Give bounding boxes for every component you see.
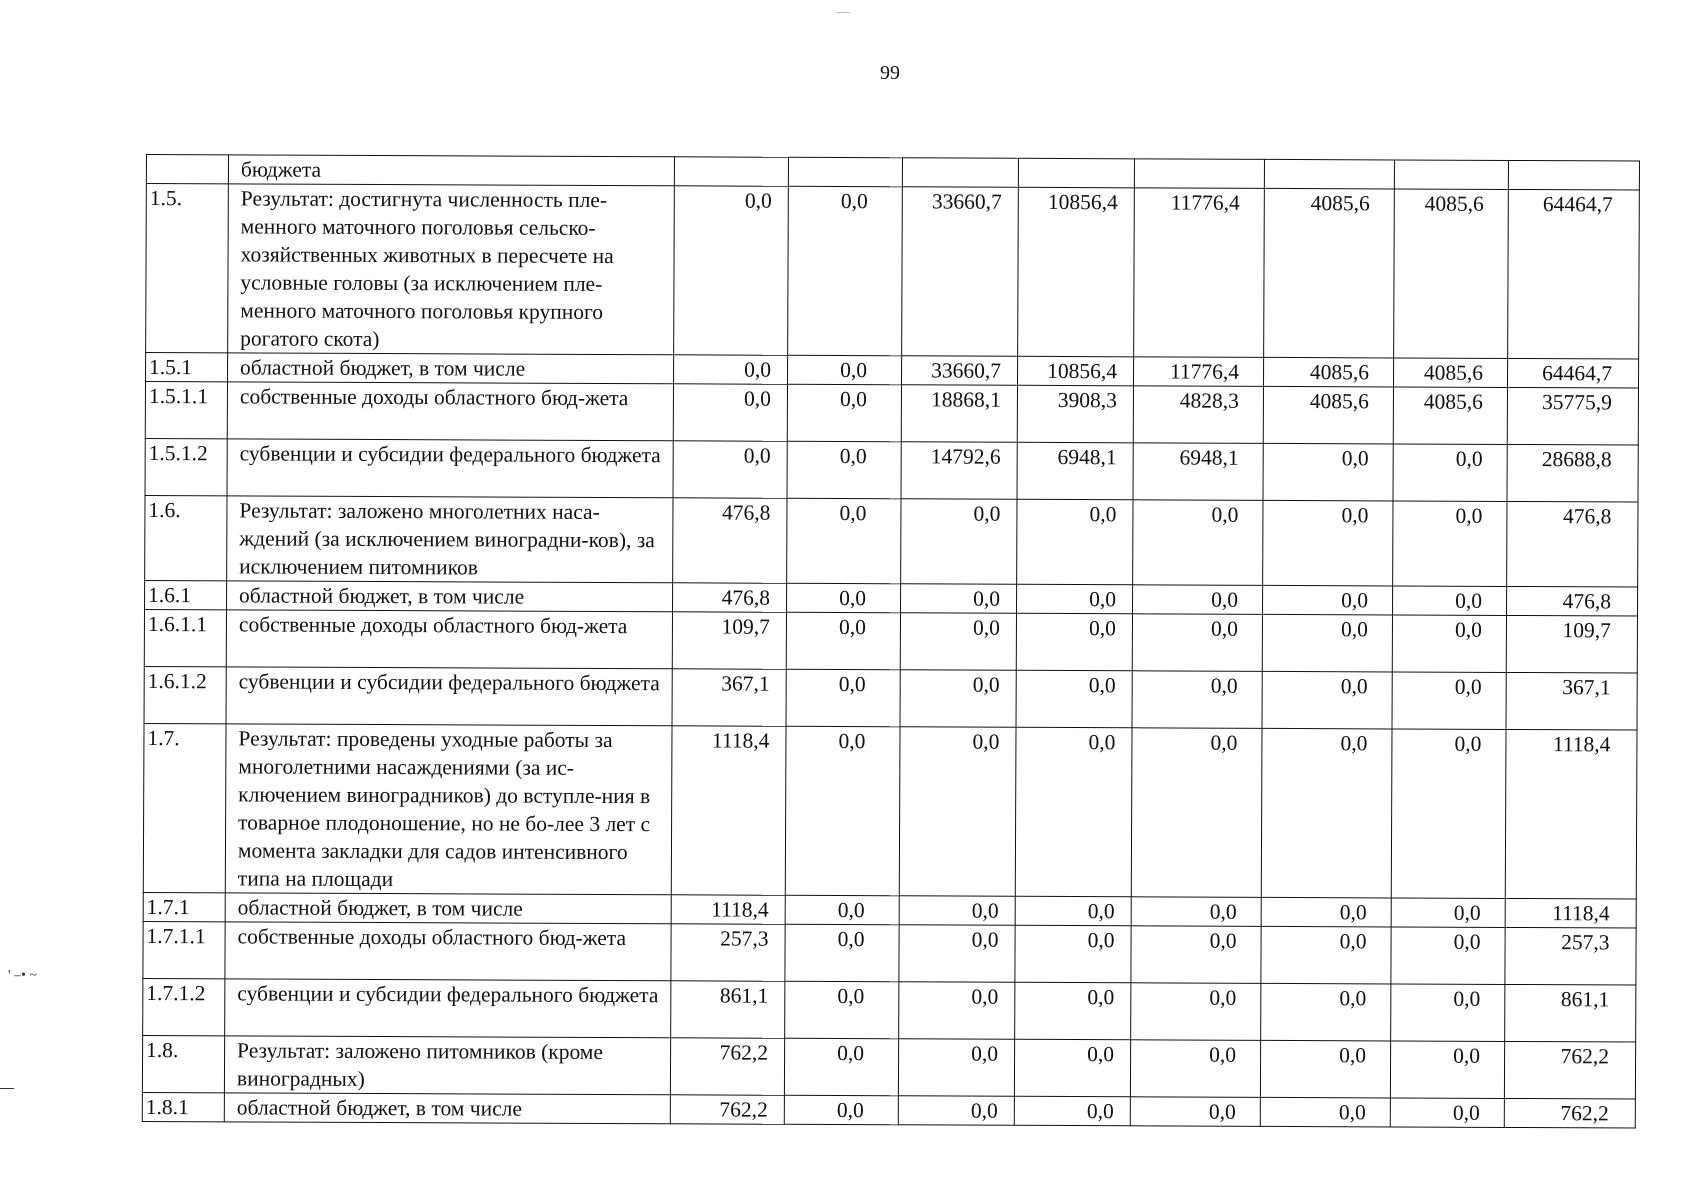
table-row — [142, 1035, 1635, 1099]
value-cell: 0,0 — [1130, 1097, 1260, 1127]
row-description: субвенции и субсидии федерального бюджета — [227, 439, 673, 498]
value-cell: 0,0 — [784, 1038, 898, 1095]
value-cell: 18868,1 — [901, 385, 1017, 443]
value-cell: 0,0 — [1263, 500, 1393, 586]
value-cell: 762,2 — [1504, 1041, 1635, 1099]
page-number: 99 — [880, 62, 900, 84]
value-cell: 0,0 — [1015, 727, 1132, 897]
value-cell: 0,0 — [1261, 897, 1391, 927]
value-cell: 0,0 — [1391, 729, 1506, 898]
row-description: Результат: проведены уходные работы за многолетними насаждениями (за ис-ключением виноградников) до вступле-ния в товарное плодоношение, но не бо-лее 3 лет с момента закладки для садов интенсивного типа на площади — [225, 724, 672, 895]
value-cell: 4085,6 — [1393, 358, 1507, 387]
table-row — [143, 723, 1637, 899]
value-cell: 0,0 — [1261, 983, 1391, 1041]
row-description: собственные доходы областного бюд-жета — [227, 382, 673, 441]
value-cell: 0,0 — [901, 499, 1017, 585]
value-cell: 762,2 — [1504, 1098, 1635, 1128]
table-row — [143, 921, 1636, 985]
table-row — [143, 978, 1636, 1042]
value-cell: 0,0 — [1261, 728, 1392, 898]
row-description: собственные доходы областного бюд-жета — [225, 922, 671, 981]
value-cell: 861,1 — [671, 981, 785, 1038]
value-cell: 0,0 — [674, 186, 789, 355]
row-code: 1.6.1.1 — [144, 609, 226, 666]
value-cell: 0,0 — [899, 982, 1015, 1040]
table-row — [145, 438, 1638, 502]
value-cell: 0,0 — [1132, 614, 1262, 672]
value-cell: 64464,7 — [1507, 358, 1638, 388]
value-cell: 0,0 — [1260, 1097, 1390, 1127]
value-cell: 0,0 — [1260, 1040, 1390, 1098]
value-cell: 0,0 — [1393, 586, 1507, 615]
value-cell: 257,3 — [1505, 927, 1636, 985]
row-code: 1.5.1 — [146, 353, 228, 382]
value-cell: 0,0 — [1014, 1039, 1130, 1097]
value-cell: 0,0 — [899, 925, 1015, 983]
row-description: Результат: достигнута численность пле-менного маточного поголовья сельско-хозяйственных животных в пересчете на условные головы (за исключением пле-менного маточного поголовья крупного рогатого скота) — [228, 184, 675, 355]
row-description: областной бюджет, в том числе — [224, 1093, 670, 1124]
value-cell: 0,0 — [785, 981, 899, 1038]
value-cell — [1508, 160, 1639, 190]
value-cell: 6948,1 — [1017, 442, 1133, 500]
row-description: областной бюджет, в том числе — [227, 581, 673, 612]
table-row — [142, 1092, 1635, 1128]
value-cell: 33660,7 — [902, 356, 1018, 386]
value-cell: 0,0 — [674, 355, 788, 384]
value-cell: 0,0 — [785, 726, 900, 895]
value-cell: 4085,6 — [1263, 386, 1393, 444]
value-cell: 0,0 — [1015, 982, 1131, 1040]
value-cell — [674, 157, 788, 186]
row-code — [146, 155, 228, 184]
row-description: Результат: заложено питомников (кроме виноградных) — [224, 1036, 670, 1095]
value-cell: 0,0 — [1390, 1041, 1504, 1098]
value-cell: 4828,3 — [1133, 386, 1263, 444]
value-cell: 1118,4 — [671, 895, 785, 924]
row-description: субвенции и субсидии федерального бюджета — [225, 979, 671, 1038]
value-cell: 0,0 — [788, 186, 903, 355]
value-cell: 0,0 — [900, 670, 1016, 728]
value-cell: 0,0 — [1391, 898, 1505, 927]
value-cell — [1394, 160, 1508, 189]
row-description: бюджета — [228, 155, 674, 186]
row-code: 1.5. — [146, 184, 229, 353]
table-row — [144, 609, 1637, 673]
value-cell: 476,8 — [673, 498, 787, 583]
value-cell: 0,0 — [788, 355, 902, 384]
value-cell: 28688,8 — [1507, 444, 1638, 502]
value-cell: 4085,6 — [1263, 357, 1393, 387]
value-cell: 0,0 — [787, 441, 901, 498]
value-cell — [1264, 159, 1394, 189]
value-cell: 0,0 — [1016, 670, 1132, 728]
value-cell — [1134, 159, 1264, 189]
value-cell: 1118,4 — [1505, 898, 1636, 928]
value-cell: 0,0 — [1392, 672, 1506, 729]
value-cell: 0,0 — [1017, 499, 1133, 585]
value-cell: 35775,9 — [1507, 387, 1638, 445]
value-cell: 367,1 — [1506, 672, 1637, 730]
value-cell: 0,0 — [784, 1095, 898, 1124]
table-body — [142, 155, 1639, 1129]
value-cell: 4085,6 — [1264, 188, 1395, 358]
value-cell: 0,0 — [786, 612, 900, 669]
value-cell: 4085,6 — [1393, 387, 1507, 444]
table-row — [146, 184, 1640, 360]
value-cell: 33660,7 — [902, 187, 1019, 357]
value-cell: 6948,1 — [1133, 443, 1263, 501]
value-cell: 0,0 — [787, 583, 901, 612]
value-cell: 0,0 — [787, 498, 901, 583]
value-cell: 0,0 — [1131, 983, 1261, 1041]
value-cell: 0,0 — [1262, 671, 1392, 729]
row-code: 1.7.1 — [143, 892, 225, 921]
value-cell: 0,0 — [1015, 925, 1131, 983]
value-cell: 861,1 — [1505, 984, 1636, 1042]
value-cell: 0,0 — [1014, 1096, 1130, 1126]
value-cell: 1118,4 — [1505, 729, 1637, 899]
value-cell: 367,1 — [672, 669, 786, 726]
row-description: областной бюджет, в том числе — [228, 353, 674, 384]
row-code: 1.5.1.2 — [145, 438, 227, 495]
value-cell: 0,0 — [1261, 926, 1391, 984]
row-code: 1.5.1.1 — [145, 382, 227, 439]
value-cell: 11776,4 — [1133, 357, 1263, 387]
row-description: областной бюджет, в том числе — [225, 893, 671, 924]
value-cell: 0,0 — [1132, 671, 1262, 729]
value-cell: 14792,6 — [901, 442, 1017, 500]
scan-speck — [836, 12, 850, 13]
value-cell: 0,0 — [1015, 896, 1131, 926]
row-code: 1.6.1 — [145, 580, 227, 609]
value-cell: 0,0 — [673, 384, 787, 441]
value-cell: 0,0 — [1393, 501, 1507, 586]
value-cell: 0,0 — [1133, 500, 1263, 586]
value-cell: 0,0 — [1393, 444, 1507, 501]
row-code: 1.6.1.2 — [144, 666, 226, 723]
row-code: 1.6. — [145, 495, 227, 580]
value-cell: 762,2 — [670, 1038, 784, 1095]
value-cell: 0,0 — [1131, 728, 1262, 898]
value-cell: 0,0 — [1017, 584, 1133, 614]
value-cell — [1018, 158, 1134, 188]
scan-artifact: ' –• ~ — [8, 968, 37, 983]
value-cell: 476,8 — [673, 583, 787, 612]
value-cell: 0,0 — [1391, 984, 1505, 1041]
value-cell: 0,0 — [1131, 897, 1261, 927]
row-code: 1.7.1.1 — [143, 921, 225, 978]
value-cell: 0,0 — [1390, 1098, 1504, 1127]
value-cell: 0,0 — [901, 584, 1017, 614]
value-cell: 0,0 — [786, 669, 900, 726]
value-cell: 0,0 — [899, 896, 1015, 926]
value-cell — [902, 158, 1018, 188]
value-cell: 0,0 — [785, 924, 899, 981]
value-cell: 0,0 — [787, 384, 901, 441]
value-cell: 10856,4 — [1018, 187, 1135, 357]
value-cell: 0,0 — [1133, 585, 1263, 615]
value-cell: 0,0 — [1130, 1040, 1260, 1098]
value-cell: 0,0 — [898, 1039, 1014, 1097]
value-cell: 0,0 — [898, 1096, 1014, 1126]
value-cell: 3908,3 — [1017, 385, 1133, 443]
value-cell: 10856,4 — [1017, 356, 1133, 386]
value-cell: 762,2 — [670, 1095, 784, 1124]
value-cell: 64464,7 — [1508, 189, 1640, 359]
value-cell — [788, 157, 902, 186]
value-cell: 0,0 — [899, 727, 1016, 897]
value-cell: 0,0 — [673, 441, 787, 498]
value-cell: 4085,6 — [1394, 189, 1509, 358]
row-code: 1.7. — [143, 723, 226, 892]
row-code: 1.8.1 — [142, 1092, 224, 1121]
value-cell: 11776,4 — [1134, 188, 1265, 358]
value-cell: 0,0 — [1262, 614, 1392, 672]
value-cell: 0,0 — [1391, 927, 1505, 984]
value-cell: 257,3 — [671, 924, 785, 981]
scan-artifact-line — [0, 1088, 14, 1089]
value-cell: 0,0 — [1263, 443, 1393, 501]
table-row — [145, 382, 1638, 446]
value-cell: 0,0 — [1263, 585, 1393, 615]
table-row — [144, 666, 1637, 730]
value-cell: 0,0 — [900, 613, 1016, 671]
row-description: собственные доходы областного бюд-жета — [226, 610, 672, 669]
value-cell: 0,0 — [1131, 926, 1261, 984]
value-cell: 476,8 — [1506, 586, 1637, 616]
value-cell: 1118,4 — [671, 726, 786, 895]
value-cell: 0,0 — [1392, 615, 1506, 672]
budget-table — [142, 154, 1640, 1129]
value-cell: 0,0 — [785, 895, 899, 924]
row-description: Результат: заложено многолетних наса-ждений (за исключением виноградни-ков), за исключением питомников — [227, 496, 673, 583]
value-cell: 0,0 — [1016, 613, 1132, 671]
value-cell: 109,7 — [672, 612, 786, 669]
row-code: 1.7.1.2 — [143, 978, 225, 1035]
row-description: субвенции и субсидии федерального бюджета — [226, 667, 672, 726]
value-cell: 476,8 — [1507, 501, 1638, 587]
row-code: 1.8. — [142, 1035, 224, 1092]
table-row — [145, 495, 1638, 587]
value-cell: 109,7 — [1506, 615, 1637, 673]
